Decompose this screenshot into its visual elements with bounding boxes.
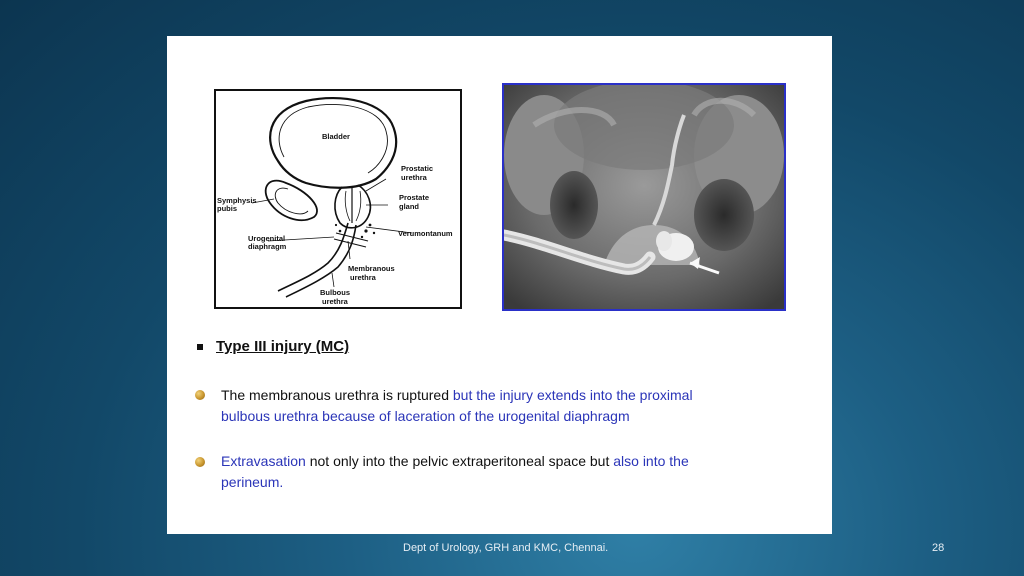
- label-prostate-gland-2: gland: [399, 202, 419, 211]
- label-bladder: Bladder: [322, 132, 350, 141]
- point1-line2: bulbous urethra because of laceration of the urogenital diaphragm: [221, 408, 630, 424]
- label-urogenital-2: diaphragm: [248, 242, 287, 251]
- xray-illustration: [504, 85, 784, 309]
- slide-content: [167, 36, 832, 534]
- point2-text-a: Extravasation: [221, 453, 306, 469]
- footer-page-number: 28: [932, 542, 945, 554]
- label-bulbous-2: urethra: [322, 297, 348, 306]
- square-bullet-icon: [197, 344, 203, 350]
- gold-bullet-icon: [195, 457, 205, 467]
- urethra-anatomy-diagram: [214, 89, 462, 309]
- label-symphysis-1: Symphysis: [217, 196, 257, 205]
- label-bulbous-1: Bulbous: [320, 288, 350, 297]
- label-urogenital-1: Urogenital: [248, 234, 286, 243]
- urethrogram-xray-image: [502, 83, 786, 311]
- label-prostatic-urethra-1: Prostatic: [401, 164, 434, 173]
- heading-text: Type III injury (MC): [216, 338, 350, 355]
- label-prostatic-urethra-2: urethra: [401, 173, 427, 182]
- label-verumontanum: Verumontanum: [398, 229, 453, 238]
- bullet-point-1: [221, 385, 693, 427]
- point2-text-b: not only into the pelvic extraperitoneal space but: [305, 453, 614, 469]
- gold-bullet-icon: [195, 390, 205, 400]
- point1-text-a: The membranous urethra is ruptured: [221, 387, 453, 403]
- footer-department: Dept of Urology, GRH and KMC, Chennai.: [403, 542, 609, 554]
- label-membranous-1: Membranous: [348, 264, 395, 273]
- section-heading: [197, 338, 349, 355]
- anatomy-illustration: [216, 91, 460, 307]
- label-prostate-gland-1: Prostate: [399, 193, 430, 202]
- label-membranous-2: urethra: [350, 273, 376, 282]
- point2-text-c: also into the: [613, 453, 689, 469]
- point1-text-b: but the injury extends into the proximal: [452, 387, 693, 403]
- bullet-point-2: [221, 451, 689, 493]
- point2-line2: perineum.: [221, 474, 284, 490]
- label-symphysis-2: pubis: [217, 204, 237, 213]
